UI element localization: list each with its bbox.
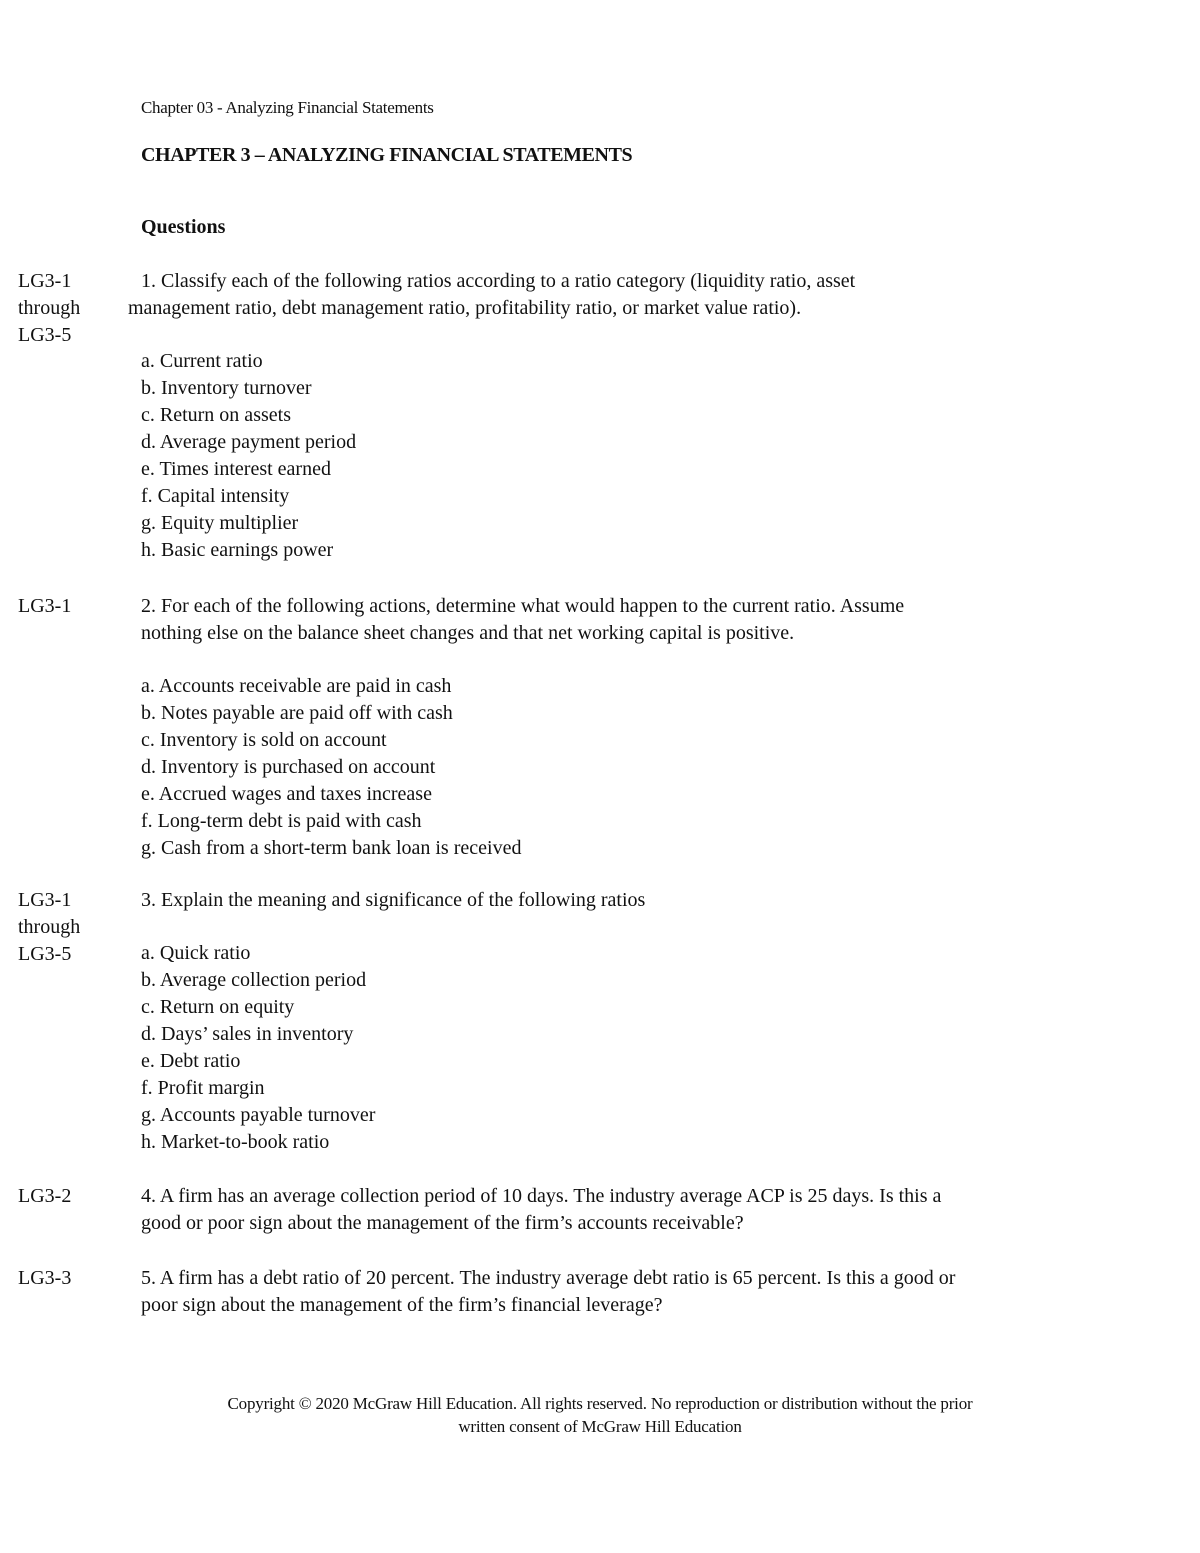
list-item: f. Capital intensity — [141, 485, 290, 507]
question-2-items — [141, 673, 521, 862]
chapter-title: CHAPTER 3 – ANALYZING FINANCIAL STATEMENTS — [141, 144, 633, 166]
list-item: e. Accrued wages and taxes increase — [141, 783, 432, 805]
list-item: g. Equity multiplier — [141, 512, 299, 534]
copyright-footer — [0, 1392, 1200, 1438]
learning-goal-line: LG3-1 — [18, 270, 72, 292]
list-item: g. Accounts payable turnover — [141, 1104, 376, 1126]
list-item: h. Basic earnings power — [141, 539, 334, 561]
footer-line: written consent of McGraw Hill Education — [458, 1417, 742, 1436]
learning-goal-line: LG3-3 — [18, 1267, 72, 1289]
list-item: f. Profit margin — [141, 1077, 265, 1099]
question-3-items — [141, 940, 375, 1156]
learning-goal-label — [18, 268, 80, 349]
list-item: c. Return on equity — [141, 996, 295, 1018]
list-item: b. Inventory turnover — [141, 377, 312, 399]
list-item: d. Days’ sales in inventory — [141, 1023, 354, 1045]
list-item: a. Quick ratio — [141, 942, 251, 964]
list-item: c. Inventory is sold on account — [141, 729, 387, 751]
footer-line: Copyright © 2020 McGraw Hill Education. All rights reserved. No reproduction or distribution without the prior — [227, 1394, 973, 1413]
list-item: e. Debt ratio — [141, 1050, 241, 1072]
learning-goal-label — [18, 887, 80, 968]
question-1-items — [141, 348, 356, 564]
learning-goal-line: through — [18, 297, 81, 319]
question-5-line-2: poor sign about the management of the firm’s financial leverage? — [141, 1294, 663, 1316]
list-item: d. Average payment period — [141, 431, 357, 453]
list-item: g. Cash from a short-term bank loan is received — [141, 837, 522, 859]
list-item: d. Inventory is purchased on account — [141, 756, 436, 778]
question-1-line-1: 1. Classify each of the following ratios according to a ratio category (liquidity ratio, asset — [141, 270, 856, 292]
learning-goal-label — [18, 1265, 71, 1292]
learning-goal-label — [18, 593, 71, 620]
learning-goal-line: LG3-1 — [18, 595, 72, 617]
question-2-line-2: nothing else on the balance sheet changes and that net working capital is positive. — [141, 622, 795, 644]
list-item: b. Average collection period — [141, 969, 367, 991]
learning-goal-line: through — [18, 916, 81, 938]
list-item: a. Accounts receivable are paid in cash — [141, 675, 452, 697]
learning-goal-line: LG3-5 — [18, 324, 72, 346]
question-3-line-1: 3. Explain the meaning and significance of the following ratios — [141, 889, 646, 911]
question-1-line-2: management ratio, debt management ratio, profitability ratio, or market value ratio). — [128, 297, 802, 319]
question-5-line-1: 5. A firm has a debt ratio of 20 percent. The industry average debt ratio is 65 percent. Is this a good or — [141, 1267, 956, 1289]
learning-goal-label — [18, 1183, 71, 1210]
list-item: f. Long-term debt is paid with cash — [141, 810, 422, 832]
question-4-line-1: 4. A firm has an average collection period of 10 days. The industry average ACP is 25 days. Is this a — [141, 1185, 942, 1207]
list-item: h. Market-to-book ratio — [141, 1131, 330, 1153]
question-4-line-2: good or poor sign about the management of the firm’s accounts receivable? — [141, 1212, 744, 1234]
list-item: c. Return on assets — [141, 404, 291, 426]
learning-goal-line: LG3-1 — [18, 889, 72, 911]
learning-goal-line: LG3-5 — [18, 943, 72, 965]
question-2-line-1: 2. For each of the following actions, determine what would happen to the current ratio. Assume — [141, 595, 905, 617]
section-heading: Questions — [141, 216, 226, 238]
list-item: a. Current ratio — [141, 350, 263, 372]
learning-goal-line: LG3-2 — [18, 1185, 72, 1207]
running-header: Chapter 03 - Analyzing Financial Statements — [141, 98, 434, 117]
list-item: b. Notes payable are paid off with cash — [141, 702, 453, 724]
list-item: e. Times interest earned — [141, 458, 331, 480]
